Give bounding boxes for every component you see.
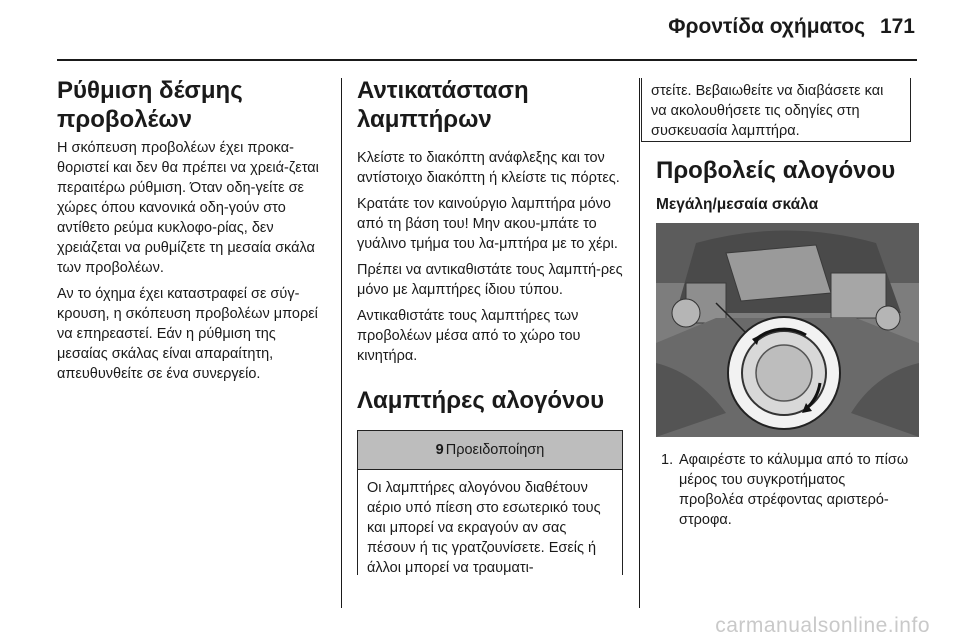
warning-box [357,430,623,575]
page-number: 171 [879,15,915,38]
step-text: Αφαιρέστε το κάλυμμα από το πίσω μέρος του συγκροτήματος προβολέα στρέφοντας αριστερό-στροφα. [679,452,909,528]
header-rule [57,59,917,61]
warning-box-continued: στείτε. Βεβαιωθείτε να διαβάσετε και να ακολουθήσετε τις οδηγίες στη συσκευασία λαμπτήρα. [641,78,911,142]
instruction-step-1 [661,450,911,530]
paragraph: Πρέπει να αντικαθιστάτε τους λαμπτή-ρες μόνο με λαμπτήρες ίδιου τύπου. [357,262,623,298]
column-1 [57,76,329,390]
column-divider-2 [639,78,640,608]
paragraph: Αντικαθιστάτε τους λαμπτήρες των προβολέων μέσα από το χώρο του κινητήρα. [357,308,581,364]
paragraph: Κρατάτε τον καινούργιο λαμπτήρα μόνο από τη βάση του! Μην ακου-μπάτε το γυάλινο τμήμα του λα-μπτήρα με το χέρι. [357,196,618,252]
watermark: carmanualsonline.info [715,614,930,637]
step-number: 1. [661,452,674,468]
subheading-high-low-beam: Μεγάλη/μεσαία σκάλα [656,196,819,213]
page-header-title: Φροντίδα οχήματος [668,15,865,38]
paragraph: Αν το όχημα έχει καταστραφεί σε σύγ-κρουση, η σκόπευση προβολέων μπορεί να επηρεαστεί. Εάν η ρύθμιση της μεσαίας σκάλας είναι απαραίτητη, απευθυνθείτε σε ένα συνεργείο. [57,286,318,382]
section-heading-bulb-replacement: Αντικατάσταση λαμπτήρων [357,77,529,133]
paragraph: Κλείστε το διακόπτη ανάφλεξης και τον αντίστοιχο διακόπτη ή κλείστε τις πόρτες. [357,150,620,186]
engine-bay-figure [656,223,919,437]
warning-title: Προειδοποίηση [445,442,545,458]
warning-text: Οι λαμπτήρες αλογόνου διαθέτουν αέριο υπό πίεση στο εσωτερικό τους και μπορεί να εκραγούν αν σας πέσουν ή τις γρατζουνίσετε. Εσείς ή άλλοι μπορεί να τραυματι- [367,480,601,575]
section-heading-halogen-bulbs: Λαμπτήρες αλογόνου [357,387,605,414]
warning-header [358,431,622,470]
warning-icon: 9 [435,442,444,458]
section-heading-halogen-headlights: Προβολείς αλογόνου [656,157,896,184]
column-2 [357,76,625,419]
paragraph: Η σκόπευση προβολέων έχει προκα-θοριστεί και δεν θα πρέπει να χρειά-ζεται περαιτέρω ρύθμιση. Όταν οδη-γείτε σε χώρες όπου κανονικά οδη-γούν στο αντίθετο ρεύμα κυκλοφο-ρίας, δεν χρειάζεται να ρυθμίζετε τη μεσαία σκάλα των προβολέων. [57,140,319,276]
section-heading-beam-adjustment: Ρύθμιση δέσμης προβολέων [57,77,243,133]
column-divider-1 [341,78,342,608]
